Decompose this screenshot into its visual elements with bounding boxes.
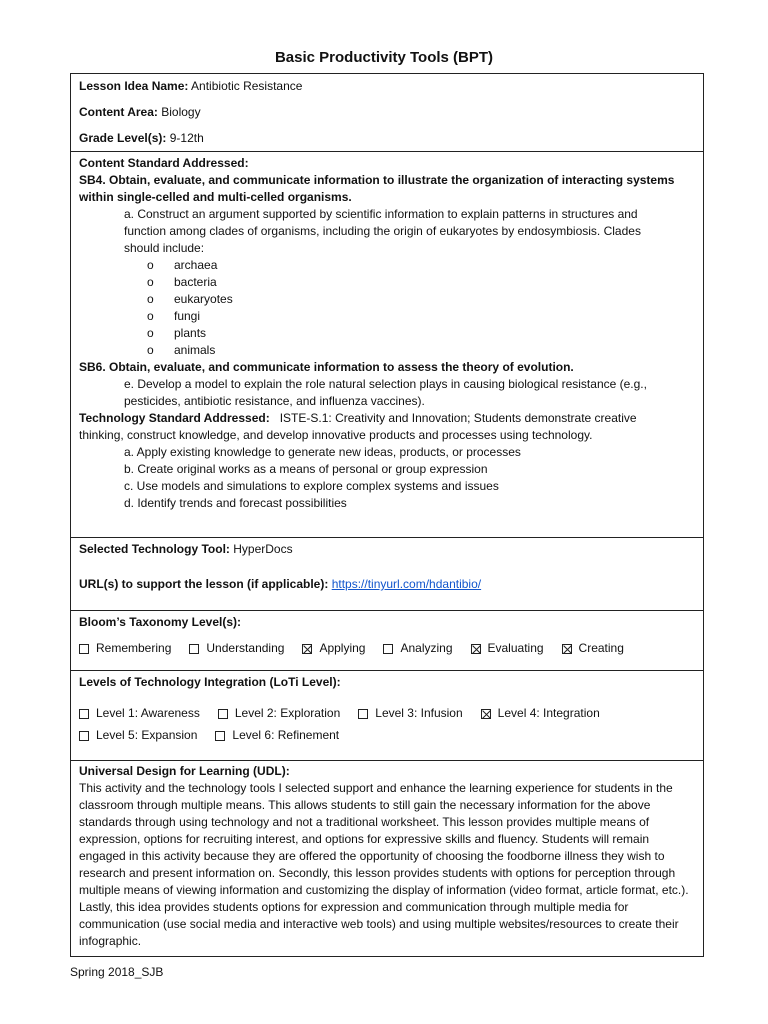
checkbox-item[interactable] xyxy=(562,640,624,657)
tech-item-b: b. Create original works as a means of personal or group expression xyxy=(124,462,488,476)
checkbox-item[interactable] xyxy=(358,705,462,722)
lesson-name-row xyxy=(79,78,695,104)
checkbox-item[interactable] xyxy=(215,727,339,744)
checkbox-item[interactable] xyxy=(79,705,200,722)
clade-label: animals xyxy=(174,343,216,357)
bullet-marker: o xyxy=(147,326,154,340)
clade-label: plants xyxy=(174,326,207,340)
unchecked-box-icon[interactable] xyxy=(218,709,228,719)
checkbox-label: Creating xyxy=(578,641,624,655)
loti-cell xyxy=(71,671,703,761)
url-row xyxy=(79,576,695,593)
checkbox-item[interactable] xyxy=(189,640,284,657)
lesson-url-link[interactable]: https://tinyurl.com/hdantibio/ xyxy=(331,577,482,591)
checkbox-item[interactable] xyxy=(218,705,340,722)
unchecked-box-icon[interactable] xyxy=(383,644,393,654)
checked-box-icon[interactable] xyxy=(471,644,481,654)
checkbox-label: Level 4: Integration xyxy=(497,706,600,720)
checkbox-label: Applying xyxy=(319,641,366,655)
checkbox-item[interactable] xyxy=(481,705,600,722)
clade-item xyxy=(79,342,695,359)
tool-value: HyperDocs xyxy=(233,542,293,556)
grade-level-value: 9-12th xyxy=(169,131,204,145)
tech-item-a: a. Apply existing knowledge to generate new ideas, products, or processes xyxy=(124,445,521,459)
clade-item xyxy=(79,325,695,342)
blooms-taxonomy-cell xyxy=(71,611,703,671)
checked-box-icon[interactable] xyxy=(562,644,572,654)
unchecked-box-icon[interactable] xyxy=(79,644,89,654)
sb4a-line-3: should include: xyxy=(124,241,205,255)
content-area-label: Content Area: xyxy=(79,105,158,119)
content-standard-heading: Content Standard Addressed: xyxy=(79,156,249,170)
content-area-row xyxy=(79,104,695,130)
clade-item xyxy=(79,291,695,308)
checkbox-item[interactable] xyxy=(383,640,452,657)
checkbox-label: Level 1: Awareness xyxy=(96,706,200,720)
unchecked-box-icon[interactable] xyxy=(215,731,225,741)
clade-label: eukaryotes xyxy=(174,292,233,306)
clade-label: fungi xyxy=(174,309,201,323)
lesson-plan-table xyxy=(70,73,704,957)
checkbox-item[interactable] xyxy=(302,640,365,657)
bullet-marker: o xyxy=(147,275,154,289)
checkbox-label: Level 5: Expansion xyxy=(96,728,198,742)
tool-row xyxy=(79,541,695,576)
grade-level-row xyxy=(79,130,695,147)
loti-checkbox-row-1 xyxy=(79,700,695,727)
clade-label: bacteria xyxy=(174,275,217,289)
checked-box-icon[interactable] xyxy=(302,644,312,654)
clade-item xyxy=(79,257,695,274)
checked-box-icon[interactable] xyxy=(481,709,491,719)
checkbox-label: Level 2: Exploration xyxy=(234,706,341,720)
sb6e-line-1: e. Develop a model to explain the role natural selection plays in causing biological resistance (e.g., xyxy=(124,377,647,391)
checkbox-label: Remembering xyxy=(96,641,172,655)
unchecked-box-icon[interactable] xyxy=(79,731,89,741)
tech-standard-line-2: thinking, construct knowledge, and develop innovative products and processes using technology. xyxy=(79,428,593,442)
checkbox-label: Level 6: Refinement xyxy=(232,728,340,742)
url-label: URL(s) to support the lesson (if applicable): xyxy=(79,577,329,591)
sb6-line: SB6. Obtain, evaluate, and communicate information to assess the theory of evolution. xyxy=(79,360,574,374)
clade-label: archaea xyxy=(174,258,218,272)
bullet-marker: o xyxy=(147,309,154,323)
blooms-heading: Bloom’s Taxonomy Level(s): xyxy=(79,615,242,629)
checkbox-label: Evaluating xyxy=(487,641,544,655)
unchecked-box-icon[interactable] xyxy=(189,644,199,654)
grade-level-label: Grade Level(s): xyxy=(79,131,167,145)
sb4-line-1: SB4. Obtain, evaluate, and communicate information to illustrate the organization of interacting systems xyxy=(79,173,675,187)
sb4a-line-2: function among clades of organisms, including the origin of eukaryotes by endosymbiosis. Clades xyxy=(124,224,641,238)
checkbox-item[interactable] xyxy=(471,640,544,657)
tool-label: Selected Technology Tool: xyxy=(79,542,230,556)
clade-item xyxy=(79,274,695,291)
bullet-marker: o xyxy=(147,292,154,306)
checkbox-item[interactable] xyxy=(79,640,171,657)
checkbox-label: Understanding xyxy=(206,641,285,655)
tech-standard-label: Technology Standard Addressed: xyxy=(79,411,270,425)
footer-text: Spring 2018_SJB xyxy=(70,965,164,979)
unchecked-box-icon[interactable] xyxy=(358,709,368,719)
tech-item-c: c. Use models and simulations to explore complex systems and issues xyxy=(124,479,499,493)
sb4-line-2: within single-celled and multi-celled organisms. xyxy=(79,190,352,204)
tech-standard-value: ISTE-S.1: Creativity and Innovation; Students demonstrate creative xyxy=(279,411,637,425)
lesson-info-cell xyxy=(71,74,703,152)
checkbox-item[interactable] xyxy=(79,727,197,744)
sb4a-line-1: a. Construct an argument supported by scientific information to explain patterns in structures and xyxy=(124,207,638,221)
loti-heading: Levels of Technology Integration (LoTi Level): xyxy=(79,675,341,689)
page-title: Basic Productivity Tools (BPT) xyxy=(274,49,494,66)
standards-cell xyxy=(71,152,703,538)
clade-item xyxy=(79,308,695,325)
blooms-checkbox-row xyxy=(79,640,695,657)
bullet-marker: o xyxy=(147,258,154,272)
lesson-name-label: Lesson Idea Name: xyxy=(79,79,189,93)
unchecked-box-icon[interactable] xyxy=(79,709,89,719)
checkbox-label: Analyzing xyxy=(400,641,453,655)
udl-cell xyxy=(71,761,703,956)
sb6e-line-2: pesticides, antibiotic resistance, and influenza vaccines). xyxy=(124,394,425,408)
content-area-value: Biology xyxy=(161,105,201,119)
lesson-name-value: Antibiotic Resistance xyxy=(191,79,303,93)
udl-paragraph: This activity and the technology tools I selected support and enhance the learning experience for students in the classroom through multiple means. This allows students to still gain the necessary information for the above standards through using technology and not a traditional worksheet. This lesson provides multiple means of expression, options for recruiting interest, and options for expressive skills and fluency. Students will remain engaged in this activity because they are offered the opportunity of choosing the foodborne illness they wish to research and present information on. Secondly, this lesson provides students with options for perception through multiple means of viewing information and customizing the display of information (video format, article format, etc.). Lastly, this idea provides students options for expression and communication through multiple media for communication (use social media and interactive web tools) and using multiple websites/resources to create their infographic. xyxy=(79,781,689,948)
tech-standard-row xyxy=(79,410,695,427)
checkbox-label: Level 3: Infusion xyxy=(375,706,463,720)
technology-tool-cell xyxy=(71,538,703,611)
loti-checkbox-row-2 xyxy=(79,727,695,744)
tech-item-d: d. Identify trends and forecast possibilities xyxy=(124,496,347,510)
udl-heading: Universal Design for Learning (UDL): xyxy=(79,764,290,778)
bullet-marker: o xyxy=(147,343,154,357)
